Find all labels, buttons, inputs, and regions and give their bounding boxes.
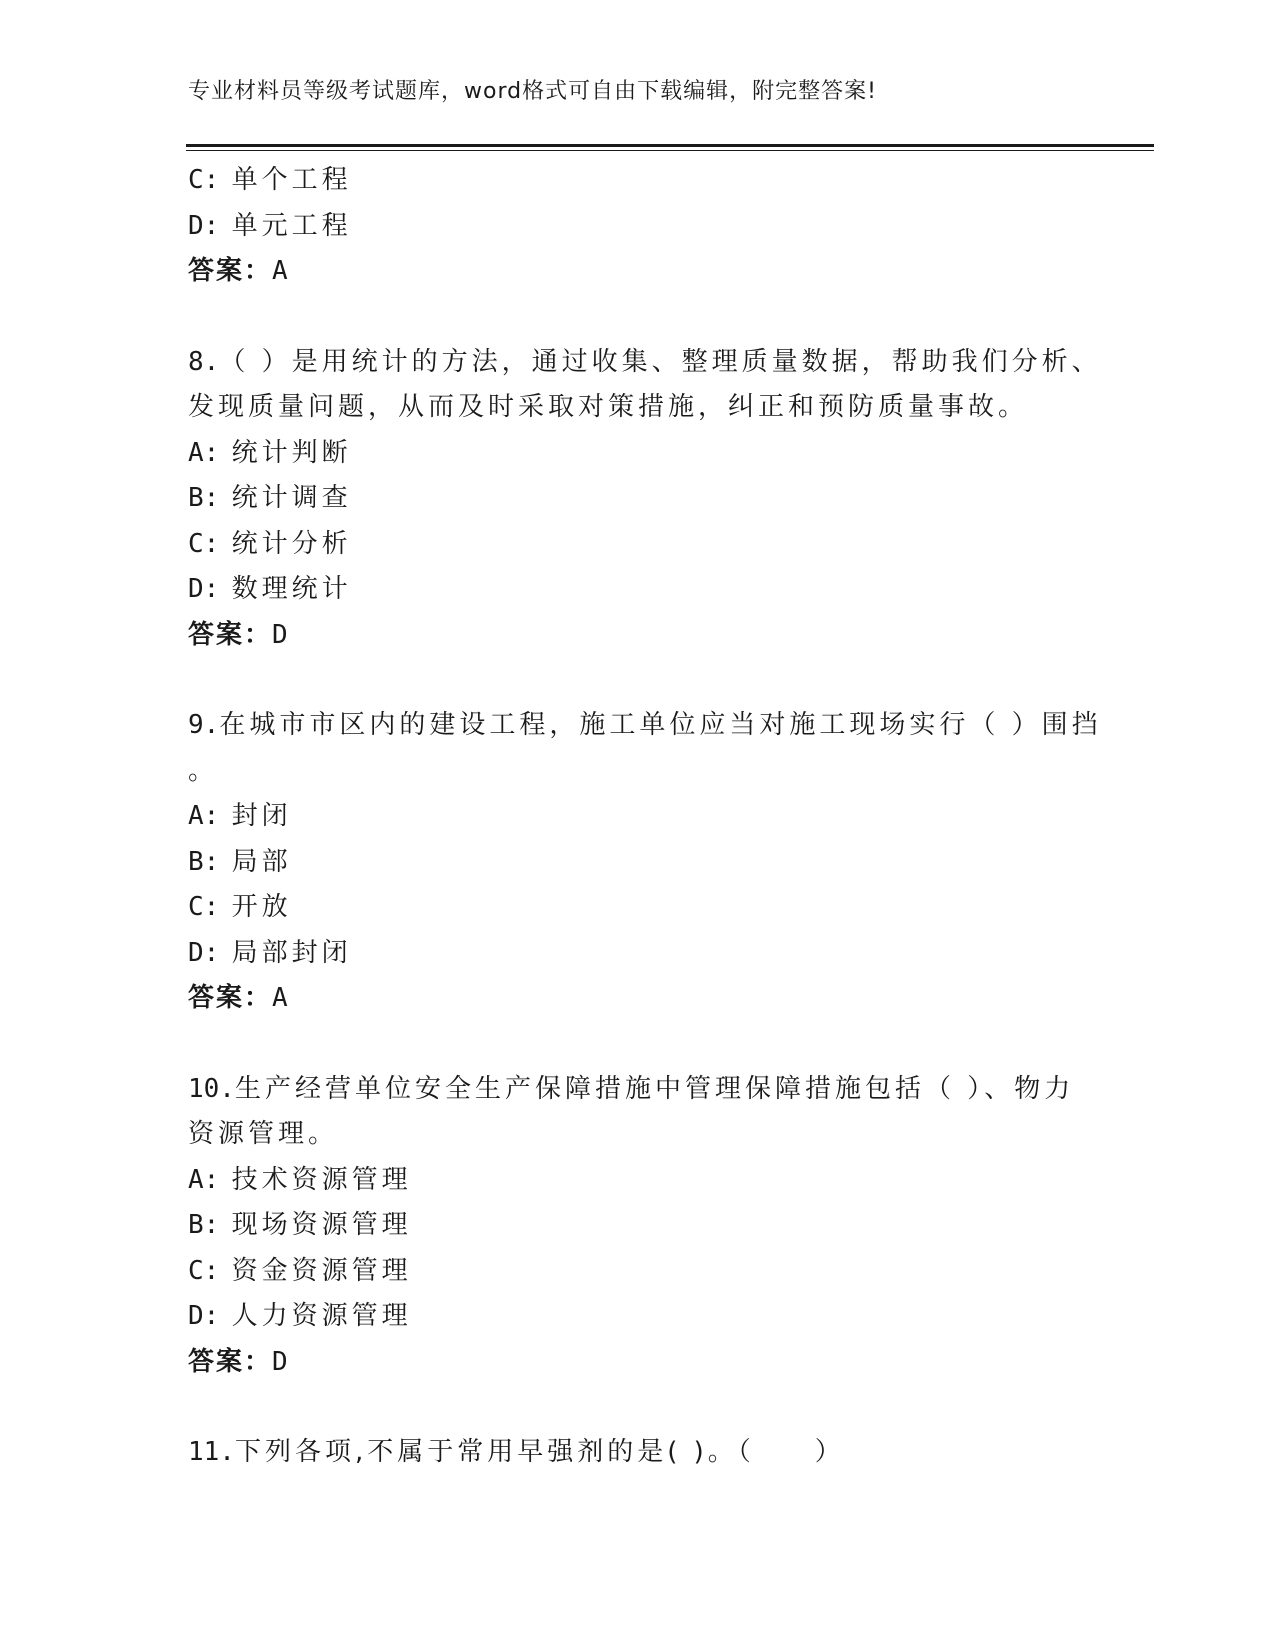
question-stem-line [188, 340, 1102, 386]
option-letter: D: [188, 937, 220, 968]
option-letter: D: [188, 1301, 220, 1331]
option-letter: A: [188, 1164, 220, 1195]
option-d [188, 567, 1088, 613]
question-stem-line [188, 1430, 1088, 1476]
option-a [188, 1158, 1088, 1204]
option-text: 数理统计 [231, 574, 352, 604]
option-text: 封闭 [231, 801, 292, 831]
option-text: 单个工程 [231, 165, 352, 195]
question-number: 9. [188, 710, 220, 740]
answer-line [188, 249, 1088, 295]
option-a [188, 431, 1088, 477]
question-stem-line [188, 703, 1102, 749]
option-text: 统计分析 [231, 528, 352, 559]
question-number: 8. [188, 346, 220, 377]
header-rule-thin [186, 150, 1154, 151]
option-letter: C: [188, 1255, 220, 1286]
option-text: 人力资源管理 [231, 1301, 412, 1331]
option-d [188, 931, 1088, 977]
option-c [188, 885, 1088, 931]
option-text: 局部 [231, 846, 292, 877]
option-letter: C: [188, 892, 220, 922]
question-number: 10. [188, 1073, 235, 1104]
spacer [188, 1385, 1088, 1430]
answer-line [188, 976, 1088, 1022]
answer-value: D [272, 619, 290, 650]
answer-label: 答案： [188, 1346, 273, 1377]
option-letter: D: [188, 210, 220, 241]
answer-label: 答案： [188, 983, 273, 1013]
option-text: 资金资源管理 [231, 1255, 412, 1286]
option-c [188, 522, 1088, 568]
answer-label: 答案： [188, 619, 273, 650]
question-stem-line: 发现质量问题，从而及时采取对策措施，纠正和预防质量事故。 [188, 392, 1029, 422]
option-text: 单元工程 [231, 210, 352, 241]
option-text: 技术资源管理 [231, 1164, 412, 1195]
option-letter: B: [188, 483, 220, 513]
option-text: 现场资源管理 [231, 1210, 412, 1240]
option-d [188, 1294, 1088, 1340]
option-d [188, 204, 1088, 250]
question-stem-text: 生产经营单位安全生产保障措施中管理保障措施包括（ ）、物力 [234, 1073, 1075, 1104]
option-text: 统计判断 [231, 437, 352, 468]
question-stem-line: 。 [188, 755, 219, 786]
answer-label: 答案： [188, 256, 273, 286]
answer-line [188, 613, 1088, 659]
option-letter: A: [188, 437, 220, 468]
answer-value: A [272, 256, 290, 286]
question-stem-text: 在城市市区内的建设工程，施工单位应当对施工现场实行（ ）围挡 [219, 710, 1102, 740]
page-header: 专业材料员等级考试题库，word格式可自由下载编辑，附完整答案! [188, 79, 877, 104]
option-letter: B: [188, 1210, 220, 1240]
option-c [188, 1249, 1088, 1295]
document-body [188, 158, 1102, 1476]
spacer [188, 1022, 1088, 1067]
option-text: 开放 [231, 892, 292, 922]
option-c [188, 158, 1088, 204]
option-text: 局部封闭 [231, 937, 352, 968]
answer-value: A [272, 983, 290, 1013]
option-b [188, 840, 1088, 886]
prev-question-tail [188, 158, 1088, 295]
option-letter: C: [188, 528, 220, 559]
question-stem-line: 资源管理。 [188, 1119, 339, 1149]
answer-value: D [272, 1346, 290, 1377]
option-a [188, 794, 1088, 840]
option-b [188, 1203, 1088, 1249]
option-letter: B: [188, 846, 220, 877]
spacer [188, 658, 1088, 703]
question-stem-line [188, 1067, 1088, 1113]
option-letter: C: [188, 165, 220, 195]
option-text: 统计调查 [231, 483, 352, 513]
spacer [188, 295, 1088, 340]
question-stem-text: （ ）是用统计的方法，通过收集、整理质量数据，帮助我们分析、 [219, 346, 1102, 377]
question-8 [188, 340, 1102, 659]
option-letter: D: [188, 574, 220, 604]
question-9 [188, 703, 1102, 1022]
question-10 [188, 1067, 1088, 1386]
question-stem-text: 下列各项,不属于常用早强剂的是( )。（ ） [234, 1437, 845, 1467]
header-rule-thick [186, 144, 1154, 147]
answer-line [188, 1340, 1088, 1386]
question-number: 11. [188, 1437, 235, 1467]
option-letter: A: [188, 801, 220, 831]
question-11 [188, 1430, 1088, 1476]
option-b [188, 476, 1088, 522]
